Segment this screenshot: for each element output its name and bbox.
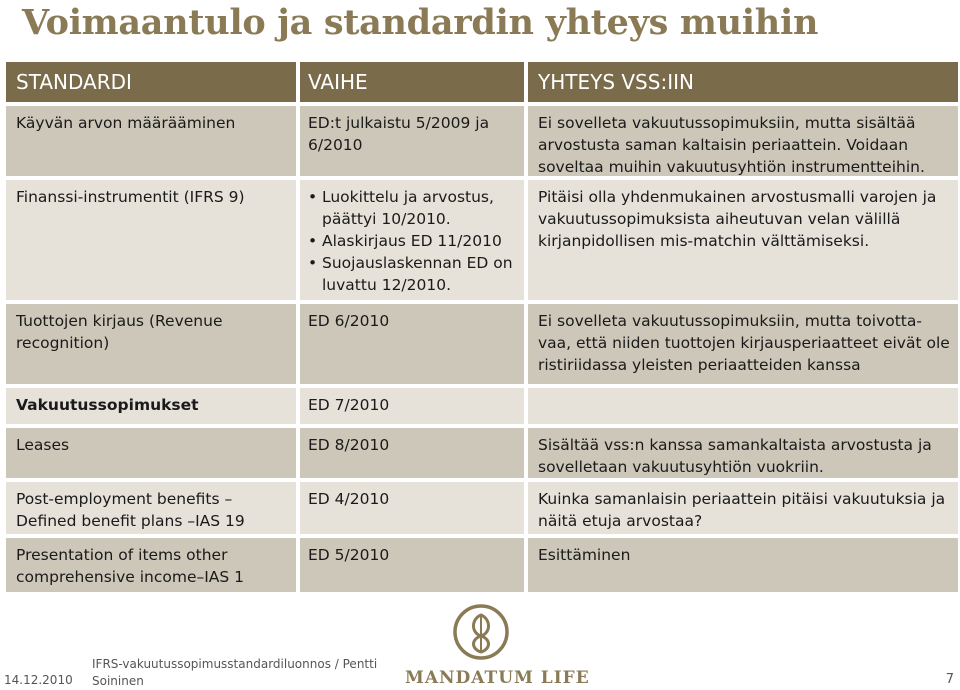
phase-item: • Suojauslaskennan ED on luvattu 12/2010. <box>308 252 524 296</box>
table-row <box>6 304 958 384</box>
table-row <box>6 106 958 176</box>
page-title: Voimaantulo ja standardin yhteys muihin <box>22 2 819 43</box>
cell-phase <box>300 180 524 300</box>
cell-phase: ED 4/2010 <box>300 482 524 534</box>
cell-standard: Käyvän arvon määrääminen <box>6 106 296 176</box>
cell-relation: Ei sovelleta vakuutussopimuksiin, mutta toivotta-vaa, että niiden tuottojen kirjausperiaatteet eivät ole ristiriidassa yleisten periaatteiden kanssa <box>528 304 958 384</box>
table-row <box>6 482 958 534</box>
table-row <box>6 538 958 592</box>
cell-standard: Presentation of items other comprehensive income–IAS 1 <box>6 538 296 592</box>
logo-text: MANDATUM LIFE <box>405 668 590 688</box>
cell-phase: ED:t julkaistu 5/2009 ja 6/2010 <box>300 106 524 176</box>
cell-relation: Pitäisi olla yhdenmukainen arvostusmalli varojen ja vakuutussopimuksista aiheutuvan velan välillä kirjanpidollisen mis-matchin välttämiseksi. <box>528 180 958 300</box>
cell-standard: Finanssi-instrumentit (IFRS 9) <box>6 180 296 300</box>
header-phase: VAIHE <box>300 62 524 102</box>
table-row <box>6 180 958 300</box>
table-header-row <box>6 62 958 102</box>
phase-item: • Luokittelu ja arvostus, päättyi 10/2010. <box>308 186 524 230</box>
mandatum-logo-icon <box>452 603 510 661</box>
phase-list <box>308 186 524 296</box>
cell-relation: Ei sovelleta vakuutussopimuksiin, mutta sisältää arvostusta saman kaltaisin periaattein. Voidaan soveltaa muihin vakuutusyhtiön instrumentteihin. <box>528 106 958 176</box>
header-relation: YHTEYS VSS:IIN <box>528 62 958 102</box>
cell-relation: Sisältää vss:n kanssa samankaltaista arvostusta ja sovelletaan vakuutusyhtiön vuokriin. <box>528 428 958 478</box>
cell-standard: Post-employment benefits – Defined benefit plans –IAS 19 <box>6 482 296 534</box>
standards-table <box>6 62 958 592</box>
table-row <box>6 388 958 424</box>
cell-phase: ED 7/2010 <box>300 388 524 424</box>
cell-relation <box>528 388 958 424</box>
cell-relation: Esittäminen <box>528 538 958 592</box>
page-number: 7 <box>945 672 954 687</box>
table-row <box>6 428 958 478</box>
header-standard: STANDARDI <box>6 62 296 102</box>
cell-standard: Leases <box>6 428 296 478</box>
cell-phase: ED 6/2010 <box>300 304 524 384</box>
phase-item: • Alaskirjaus ED 11/2010 <box>308 230 524 252</box>
cell-standard: Vakuutussopimukset <box>6 388 296 424</box>
cell-phase: ED 5/2010 <box>300 538 524 592</box>
cell-relation: Kuinka samanlaisin periaattein pitäisi vakuutuksia ja näitä etuja arvostaa? <box>528 482 958 534</box>
cell-standard: Tuottojen kirjaus (Revenue recognition) <box>6 304 296 384</box>
footer-date: 14.12.2010 <box>4 673 73 687</box>
cell-phase: ED 8/2010 <box>300 428 524 478</box>
footer-source: IFRS-vakuutussopimusstandardiluonnos / Pentti Soininen <box>92 657 378 688</box>
